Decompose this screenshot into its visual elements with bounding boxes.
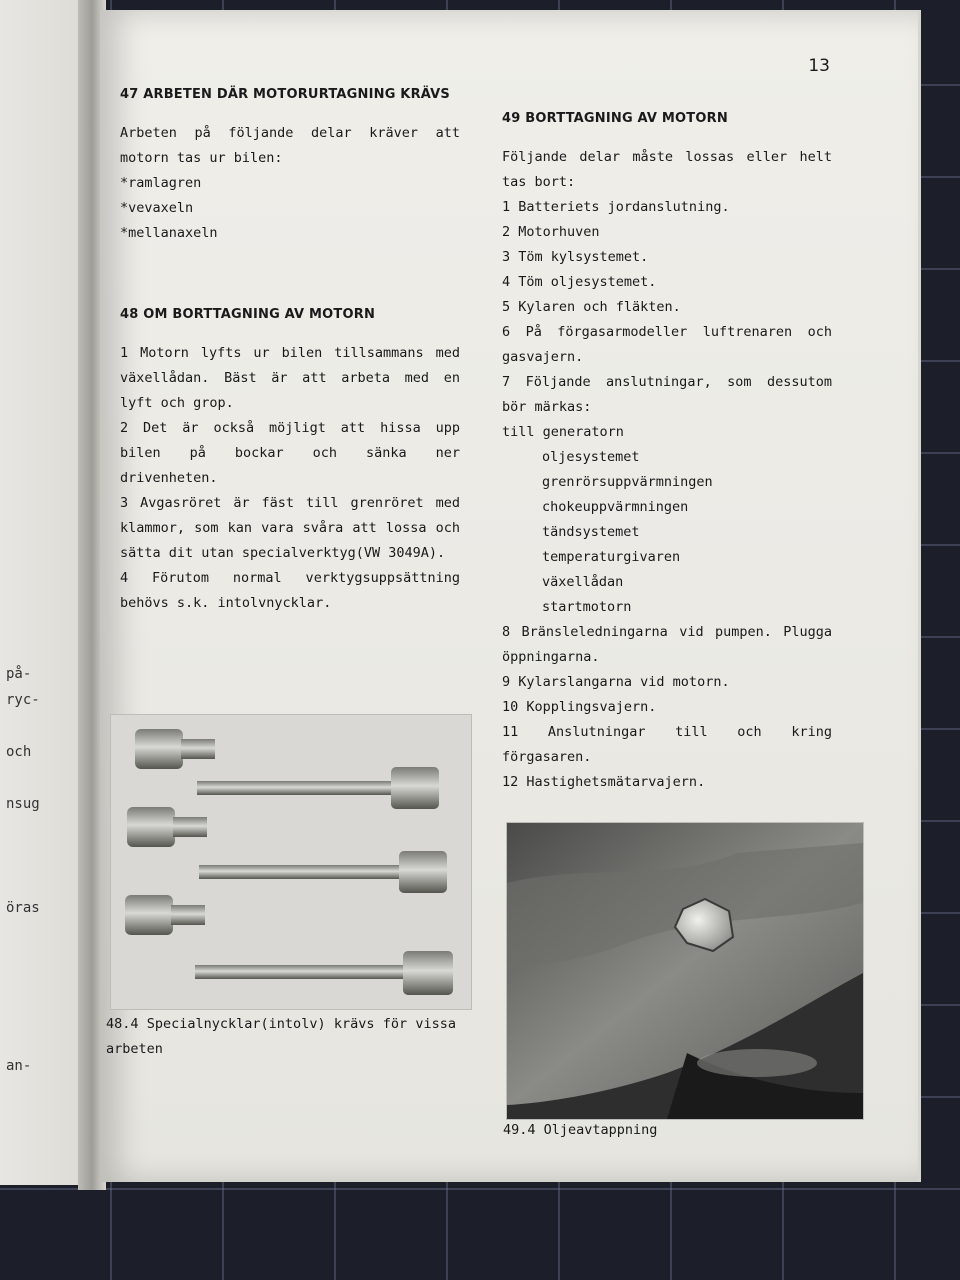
left-page-fragment: på- bbox=[6, 666, 32, 682]
figure-caption-49: 49.4 Oljeavtappning bbox=[503, 1122, 658, 1138]
left-page-fragment: öras bbox=[6, 900, 40, 916]
connection-item: chokeuppvärmningen bbox=[542, 499, 689, 515]
paragraph: 4 Förutom normal verktygsuppsättning behövs s.k. intolvnycklar. bbox=[120, 570, 460, 611]
list-item: 11 Anslutningar till och kring förgasaren. bbox=[502, 724, 832, 765]
paragraph: 3 Avgasröret är fäst till grenröret med klammor, som kan vara svåra att lossa och sätta dit utan specialverktyg(VW 3049A). bbox=[120, 495, 460, 561]
section-49-intro: Följande delar måste lossas eller helt tas bort: bbox=[502, 149, 832, 190]
page-number: 13 bbox=[808, 56, 830, 76]
photo-oil-drain-plug bbox=[506, 822, 864, 1120]
list-item: 6 På förgasarmodeller luftrenaren och gasvajern. bbox=[502, 324, 832, 365]
list-item: *ramlagren bbox=[120, 175, 202, 191]
list-item: 2 Motorhuven bbox=[502, 224, 600, 240]
list-item: 4 Töm oljesystemet. bbox=[502, 274, 657, 290]
connection-item: temperaturgivaren bbox=[542, 549, 681, 565]
connections-lead: till generatorn bbox=[502, 424, 624, 440]
book-page bbox=[100, 10, 921, 1182]
section-49-heading: 49 BORTTAGNING AV MOTORN bbox=[502, 111, 728, 126]
section-47-intro: Arbeten på följande delar kräver att motorn tas ur bilen: bbox=[120, 125, 460, 166]
list-item: 7 Följande anslutningar, som dessutom bör märkas: bbox=[502, 374, 832, 415]
list-item: 5 Kylaren och fläkten. bbox=[502, 299, 681, 315]
section-47-heading: 47 ARBETEN DÄR MOTORURTAGNING KRÄVS bbox=[120, 87, 450, 102]
section-48-heading: 48 OM BORTTAGNING AV MOTORN bbox=[120, 307, 376, 322]
right-column bbox=[502, 106, 832, 795]
left-page-fragment: ryc- bbox=[6, 692, 40, 708]
list-item: *vevaxeln bbox=[120, 200, 194, 216]
list-item: 12 Hastighetsmätarvajern. bbox=[502, 774, 706, 790]
list-item: 8 Bränsleledningarna vid pumpen. Plugga öppningarna. bbox=[502, 624, 832, 665]
connection-item: oljesystemet bbox=[542, 449, 640, 465]
left-page-fragment: an- bbox=[6, 1058, 32, 1074]
list-item: 10 Kopplingsvajern. bbox=[502, 699, 657, 715]
left-column bbox=[120, 82, 460, 616]
figure-caption-48: 48.4 Specialnycklar(intolv) krävs för vissa arbeten bbox=[106, 1016, 456, 1057]
connection-item: startmotorn bbox=[542, 599, 632, 615]
left-page-fragment: nsug bbox=[6, 796, 40, 812]
list-item: 1 Batteriets jordanslutning. bbox=[502, 199, 730, 215]
list-item: 9 Kylarslangarna vid motorn. bbox=[502, 674, 730, 690]
connection-item: växellådan bbox=[542, 574, 624, 590]
photo-special-sockets bbox=[110, 714, 472, 1010]
left-page-fragment: och bbox=[6, 744, 32, 760]
paragraph: 1 Motorn lyfts ur bilen tillsammans med växellådan. Bäst är att arbeta med en lyft och grop. bbox=[120, 345, 460, 411]
paragraph: 2 Det är också möjligt att hissa upp bilen på bockar och sänka ner drivenheten. bbox=[120, 420, 460, 486]
connection-item: tändsystemet bbox=[542, 524, 640, 540]
connection-item: grenrörsuppvärmningen bbox=[542, 474, 713, 490]
list-item: *mellanaxeln bbox=[120, 225, 218, 241]
list-item: 3 Töm kylsystemet. bbox=[502, 249, 649, 265]
